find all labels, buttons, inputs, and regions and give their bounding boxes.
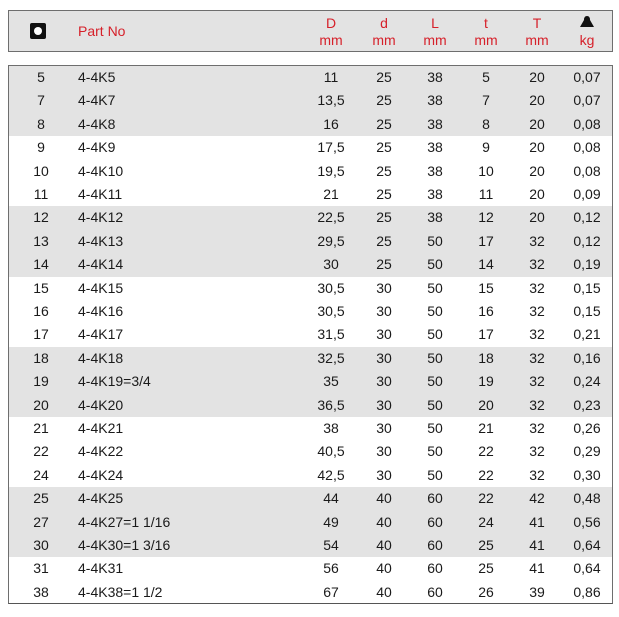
header-part-no: Part No (78, 23, 126, 39)
cell-kg: 0,08 (573, 115, 601, 132)
cell-kg: 0,07 (573, 69, 601, 85)
cell-t: 20 (478, 396, 494, 413)
cell-size: 10 (33, 162, 49, 179)
cell-kg: 0,07 (573, 92, 601, 109)
cell-d: 40 (376, 583, 392, 600)
cell-d: 25 (376, 69, 392, 85)
cell-L: 60 (427, 537, 443, 553)
cell-d: 30 (376, 349, 392, 366)
cell-L: 50 (427, 279, 443, 296)
cell-d: 40 (376, 537, 392, 553)
table-row (9, 370, 612, 393)
cell-T: 20 (529, 209, 545, 226)
cell-D: 38 (323, 420, 339, 436)
table-row (9, 230, 612, 253)
cell-T: 32 (529, 303, 545, 319)
cell-t: 16 (478, 303, 494, 319)
table-row (9, 136, 612, 159)
cell-D: 19,5 (317, 162, 345, 179)
table-row (9, 511, 612, 534)
cell-kg: 0,19 (573, 256, 601, 273)
cell-size: 21 (33, 420, 49, 436)
cell-d: 30 (376, 279, 392, 296)
cell-size: 12 (33, 209, 49, 226)
cell-size: 15 (33, 279, 49, 296)
cell-kg: 0,56 (573, 513, 601, 530)
cell-part: 4-4K19=3/4 (78, 373, 151, 390)
cell-d: 30 (376, 396, 392, 413)
cell-L: 60 (427, 560, 443, 577)
cell-size: 18 (33, 349, 49, 366)
table-row (9, 394, 612, 417)
cell-t: 8 (482, 115, 490, 132)
cell-size: 8 (37, 115, 45, 132)
table-row (9, 440, 612, 463)
header-kg (562, 11, 612, 51)
cell-T: 20 (529, 115, 545, 132)
header-D-label: D (325, 15, 337, 31)
cell-t: 26 (478, 583, 494, 600)
cell-size: 30 (33, 537, 49, 553)
cell-d: 25 (376, 162, 392, 179)
cell-part: 4-4K18 (78, 349, 124, 366)
cell-L: 38 (427, 92, 443, 109)
cell-d: 25 (376, 139, 392, 156)
cell-part: 4-4K14 (78, 256, 124, 273)
cell-L: 50 (427, 396, 443, 413)
header-d-unit: mm (372, 32, 396, 48)
header-D-unit: mm (319, 32, 343, 48)
cell-T: 32 (529, 279, 545, 296)
cell-kg: 0,15 (573, 279, 601, 296)
cell-T: 32 (529, 466, 545, 483)
cell-d: 25 (376, 92, 392, 109)
header-d (359, 11, 409, 51)
cell-L: 38 (427, 115, 443, 132)
cell-d: 30 (376, 373, 392, 390)
header-L-unit: mm (423, 32, 447, 48)
cell-kg: 0,09 (573, 186, 601, 202)
cell-size: 19 (33, 373, 49, 390)
table-row (9, 300, 612, 323)
cell-t: 25 (478, 560, 494, 577)
cell-t: 17 (478, 232, 494, 249)
cell-size: 31 (33, 560, 49, 577)
cell-T: 20 (529, 69, 545, 85)
cell-kg: 0,08 (573, 162, 601, 179)
cell-kg: 0,12 (573, 209, 601, 226)
cell-kg: 0,48 (573, 490, 601, 507)
cell-T: 42 (529, 490, 545, 507)
cell-d: 30 (376, 466, 392, 483)
cell-T: 32 (529, 373, 545, 390)
cell-t: 25 (478, 537, 494, 553)
cell-size: 9 (37, 139, 45, 156)
cell-d: 40 (376, 513, 392, 530)
table-body (8, 65, 613, 604)
cell-size: 25 (33, 490, 49, 507)
cell-T: 32 (529, 256, 545, 273)
cell-t: 12 (478, 209, 494, 226)
cell-d: 25 (376, 209, 392, 226)
cell-d: 25 (376, 115, 392, 132)
cell-kg: 0,15 (573, 303, 601, 319)
table-row (9, 487, 612, 510)
table-row (9, 160, 612, 183)
cell-L: 50 (427, 256, 443, 273)
table-row (9, 347, 612, 370)
header-t-unit: mm (474, 32, 498, 48)
cell-t: 22 (478, 466, 494, 483)
cell-d: 25 (376, 232, 392, 249)
header-T-label: T (532, 15, 542, 31)
header-t-label: t (484, 15, 488, 31)
weight-icon (562, 15, 612, 29)
cell-D: 30,5 (317, 303, 345, 319)
cell-kg: 0,26 (573, 420, 601, 436)
cell-part: 4-4K25 (78, 490, 124, 507)
cell-L: 60 (427, 583, 443, 600)
cell-t: 7 (482, 92, 490, 109)
cell-t: 22 (478, 443, 494, 460)
cell-D: 13,5 (317, 92, 345, 109)
cell-L: 50 (427, 373, 443, 390)
table-row (9, 323, 612, 346)
socket-square-icon (30, 23, 46, 39)
cell-t: 17 (478, 326, 494, 343)
cell-part: 4-4K15 (78, 279, 124, 296)
cell-d: 25 (376, 256, 392, 273)
table-row (9, 277, 612, 300)
cell-T: 32 (529, 232, 545, 249)
cell-t: 21 (478, 420, 494, 436)
cell-d: 40 (376, 490, 392, 507)
cell-size: 38 (33, 583, 49, 600)
cell-T: 41 (529, 537, 545, 553)
cell-D: 49 (323, 513, 339, 530)
cell-size: 11 (33, 186, 49, 202)
cell-D: 30 (323, 256, 339, 273)
cell-size: 27 (33, 513, 49, 530)
cell-L: 60 (427, 513, 443, 530)
cell-t: 9 (482, 139, 490, 156)
cell-L: 38 (427, 162, 443, 179)
cell-T: 32 (529, 349, 545, 366)
cell-part: 4-4K24 (78, 466, 124, 483)
cell-L: 50 (427, 349, 443, 366)
cell-size: 13 (33, 232, 49, 249)
cell-size: 5 (37, 69, 45, 85)
cell-D: 35 (323, 373, 339, 390)
cell-size: 24 (33, 466, 49, 483)
header-L (409, 11, 461, 51)
cell-D: 56 (323, 560, 339, 577)
cell-part: 4-4K22 (78, 443, 124, 460)
cell-kg: 0,64 (573, 560, 601, 577)
cell-T: 20 (529, 186, 545, 202)
cell-kg: 0,24 (573, 373, 601, 390)
table-row (9, 113, 612, 136)
table-row (9, 417, 612, 440)
header-d-label: d (380, 15, 388, 31)
cell-D: 29,5 (317, 232, 345, 249)
cell-T: 32 (529, 420, 545, 436)
cell-kg: 0,86 (573, 583, 601, 600)
cell-L: 50 (427, 232, 443, 249)
header-L-label: L (431, 15, 439, 31)
cell-T: 41 (529, 560, 545, 577)
cell-T: 20 (529, 162, 545, 179)
header-D (305, 11, 357, 51)
cell-d: 30 (376, 443, 392, 460)
cell-size: 16 (33, 303, 49, 319)
cell-part: 4-4K27=1 1/16 (78, 513, 171, 530)
cell-D: 16 (323, 115, 339, 132)
cell-L: 50 (427, 443, 443, 460)
cell-D: 31,5 (317, 326, 345, 343)
cell-size: 17 (33, 326, 49, 343)
cell-L: 38 (427, 139, 443, 156)
header-T-unit: mm (525, 32, 549, 48)
cell-part: 4-4K12 (78, 209, 124, 226)
cell-part: 4-4K30=1 3/16 (78, 537, 171, 553)
cell-t: 18 (478, 349, 494, 366)
cell-part: 4-4K20 (78, 396, 124, 413)
cell-D: 11 (323, 69, 339, 85)
cell-D: 42,5 (317, 466, 345, 483)
table-row (9, 206, 612, 229)
cell-t: 15 (478, 279, 494, 296)
cell-part: 4-4K10 (78, 162, 124, 179)
table-row (9, 557, 612, 580)
cell-t: 24 (478, 513, 494, 530)
cell-L: 38 (427, 209, 443, 226)
cell-size: 14 (33, 256, 49, 273)
cell-T: 39 (529, 583, 545, 600)
cell-L: 60 (427, 490, 443, 507)
header-kg-unit: kg (579, 32, 595, 48)
cell-D: 54 (323, 537, 339, 553)
table-row (9, 66, 612, 89)
cell-D: 36,5 (317, 396, 345, 413)
cell-T: 41 (529, 513, 545, 530)
cell-T: 20 (529, 92, 545, 109)
cell-part: 4-4K21 (78, 420, 124, 436)
cell-kg: 0,23 (573, 396, 601, 413)
cell-L: 50 (427, 420, 443, 436)
cell-kg: 0,30 (573, 466, 601, 483)
cell-L: 38 (427, 186, 443, 202)
cell-D: 67 (323, 583, 339, 600)
cell-size: 7 (37, 92, 45, 109)
cell-L: 50 (427, 466, 443, 483)
cell-part: 4-4K7 (78, 92, 116, 109)
cell-part: 4-4K31 (78, 560, 124, 577)
table-row (9, 534, 612, 557)
cell-t: 22 (478, 490, 494, 507)
cell-t: 10 (478, 162, 494, 179)
cell-D: 44 (323, 490, 339, 507)
cell-part: 4-4K11 (78, 186, 123, 202)
cell-L: 50 (427, 326, 443, 343)
cell-d: 30 (376, 420, 392, 436)
cell-kg: 0,29 (573, 443, 601, 460)
table-row (9, 464, 612, 487)
cell-size: 22 (33, 443, 49, 460)
cell-D: 30,5 (317, 279, 345, 296)
cell-T: 32 (529, 396, 545, 413)
cell-d: 30 (376, 303, 392, 319)
cell-part: 4-4K9 (78, 139, 116, 156)
cell-part: 4-4K16 (78, 303, 124, 319)
cell-kg: 0,64 (573, 537, 601, 553)
cell-kg: 0,12 (573, 232, 601, 249)
table-row (9, 183, 612, 206)
cell-size: 20 (33, 396, 49, 413)
table-row (9, 581, 612, 604)
cell-d: 25 (376, 186, 392, 202)
table-header (8, 10, 613, 52)
cell-D: 32,5 (317, 349, 345, 366)
header-T (512, 11, 562, 51)
cell-D: 40,5 (317, 443, 345, 460)
cell-kg: 0,21 (573, 326, 601, 343)
cell-D: 17,5 (317, 139, 345, 156)
cell-part: 4-4K13 (78, 232, 124, 249)
cell-part: 4-4K8 (78, 115, 116, 132)
cell-d: 30 (376, 326, 392, 343)
table-row (9, 89, 612, 112)
cell-L: 38 (427, 69, 443, 85)
cell-t: 19 (478, 373, 494, 390)
cell-part: 4-4K5 (78, 69, 116, 85)
cell-t: 14 (478, 256, 494, 273)
cell-D: 21 (323, 186, 339, 202)
cell-D: 22,5 (317, 209, 345, 226)
cell-kg: 0,08 (573, 139, 601, 156)
table-row (9, 253, 612, 276)
header-t (461, 11, 511, 51)
cell-T: 32 (529, 443, 545, 460)
cell-kg: 0,16 (573, 349, 601, 366)
cell-T: 32 (529, 326, 545, 343)
cell-d: 40 (376, 560, 392, 577)
cell-L: 50 (427, 303, 443, 319)
cell-part: 4-4K38=1 1/2 (78, 583, 163, 600)
cell-t: 5 (482, 69, 490, 85)
cell-t: 11 (478, 186, 494, 202)
cell-T: 20 (529, 139, 545, 156)
cell-part: 4-4K17 (78, 326, 124, 343)
